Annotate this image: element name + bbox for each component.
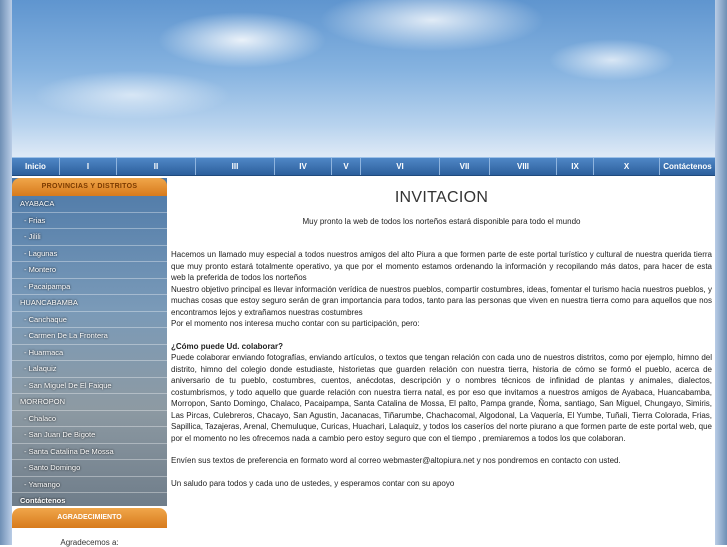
top-navigation <box>12 157 715 176</box>
sidebar-item-yamango[interactable]: - Yamango <box>12 477 167 494</box>
paragraph-greeting: Un saludo para todos y cada uno de ustedes, y esperamos contar con su apoyo <box>171 478 455 488</box>
sky-banner <box>12 0 715 157</box>
sidebar-item-huarmaca[interactable]: - Huarmaca <box>12 345 167 362</box>
sidebar-item-contactenos[interactable]: Contáctenos <box>12 493 167 510</box>
sidebar-item-jilili[interactable]: - Jilili <box>12 229 167 246</box>
sidebar-item-huancabamba[interactable]: HUANCABAMBA <box>12 295 167 312</box>
nav-section-vi[interactable]: VI <box>361 158 440 175</box>
nav-section-iii[interactable]: III <box>196 158 275 175</box>
sidebar-item-ayabaca[interactable]: AYABACA <box>12 196 167 213</box>
paragraph-email: Envíen sus textos de preferencia en formato word al correo webmaster@altopiura.net y nos pondremos en contacto con usted. <box>171 456 621 465</box>
page-title: INVITACION <box>394 189 489 206</box>
sidebar-item-pacaipampa[interactable]: - Pacaipampa <box>12 279 167 296</box>
acknowledgement-box <box>12 508 167 545</box>
sidebar-item-santa-catalina-de-mossa[interactable]: - Santa Catalina De Mossa <box>12 444 167 461</box>
paragraph-collaborate: Puede colaborar enviando fotografías, enviando artículos, o textos que tengan relación con cada uno de nuestros distritos, como por ejemplo, himno del distrito, himno del colegio donde estudiaste, historietas que guarden relación con nuestra tierra, historia de cómo se formó el pueblo, acerca de aniversario de tu pueblo, costumbres, cuentos, anécdotas, descripción y o nombres técnicos de infinidad de plantas y animales, dialectos, costumbrismos, y todo aquello que guarde relación con nuestra tierra natal, es por eso que invitamos a nuestros amigos de Ayabaca, Huancabamba, Morropon, Santo Domingo, Chalaco, Pacaipampa, Santa Catalina de Mossa, El palto, Pampa grande, Ñoma, santiago, San Miguel, Chungayo, Simiris, Las Pircas, Culebreros, Chacayo, San Agustin, Jacanacas, Tiñarumbe, Chachacomal, Algodonal, La Vaquería, El Yumbe, Tuñali, Tierra Colorada, Frias, Sapillica, Tazajeras, Arenal, Chemuluque, Curicas, Huachari, Lalaquiz, y todos los caseríos del norte piurano a que formen parte de este portal web, que por el momento no les ofrecemos nada a cambio pero estoy seguro que con el tiempo , premiaremos a todos los que colaboran. <box>171 353 712 443</box>
nav-section-i[interactable]: I <box>60 158 117 175</box>
nav-section-iv[interactable]: IV <box>275 158 332 175</box>
sidebar-item-frias[interactable]: - Frias <box>12 213 167 230</box>
sidebar-item-canchaque[interactable]: - Canchaque <box>12 312 167 329</box>
nav-contactenos[interactable]: Contáctenos <box>663 162 712 171</box>
collaborate-heading: ¿Cómo puede Ud. colaborar? <box>171 341 284 351</box>
sidebar-header: PROVINCIAS Y DISTRITOS <box>12 178 167 196</box>
sidebar-item-san-miguel-de-el-faique[interactable]: - San Miguel De El Faique <box>12 378 167 395</box>
lead-text: Muy pronto la web de todos los norteños estará disponible para todo el mundo <box>302 216 581 226</box>
sidebar-item-morropon[interactable]: MORROPON <box>12 394 167 411</box>
sidebar-item-lagunas[interactable]: - Lagunas <box>12 246 167 263</box>
nav-inicio[interactable]: Inicio <box>12 158 60 175</box>
sidebar-item-chalaco[interactable]: - Chalaco <box>12 411 167 428</box>
main-content <box>171 178 712 545</box>
sidebar-item-montero[interactable]: - Montero <box>12 262 167 279</box>
nav-section-ii[interactable]: II <box>117 158 196 175</box>
nav-section-vii[interactable]: VII <box>440 158 490 175</box>
sidebar-item-santo-domingo[interactable]: - Santo Domingo <box>12 460 167 477</box>
sidebar-item-lalaquiz[interactable]: - Lalaquiz <box>12 361 167 378</box>
left-frame-border <box>0 0 12 545</box>
paragraph-participation: Por el momento nos interesa mucho contar con su participación, pero: <box>171 319 420 328</box>
nav-section-viii[interactable]: VIII <box>490 158 557 175</box>
right-frame-border <box>715 0 727 545</box>
paragraph-invitation: Hacemos un llamado muy especial a todos nuestros amigos del alto Piura a que formen parte de este portal turístico y cultural de nuestra querida tierra que muy pronto estará totalmente operativo, ya que por el momento estamos ordenando la información y recopilando más datos, para hacer de esta web la preferida de todos los norteños <box>171 250 712 282</box>
nav-section-v[interactable]: V <box>332 158 361 175</box>
paragraph-objective: Nuestro objetivo principal es llevar información verídica de nuestros pueblos, compartir costumbres, ideas, fomentar el turismo hacia nuestros pueblos, y muchas cosas que estoy seguro serán de gran importancia para todos, tanto para las personas que viven en nuestra tierra como para aquellos que nos encontramos lejos y extrañamos nuestras costumbres <box>171 284 712 317</box>
nav-section-x[interactable]: X <box>594 158 660 175</box>
sidebar-item-carmen-de-la-frontera[interactable]: - Carmen De La Frontera <box>12 328 167 345</box>
acknowledgement-text: Agradecemos a: <box>60 538 119 547</box>
nav-section-ix[interactable]: IX <box>557 158 594 175</box>
acknowledgement-header: AGRADECIMIENTO <box>12 508 167 528</box>
provinces-sidebar <box>12 178 167 506</box>
sidebar-item-san-juan-de-bigote[interactable]: - San Juan De Bigote <box>12 427 167 444</box>
